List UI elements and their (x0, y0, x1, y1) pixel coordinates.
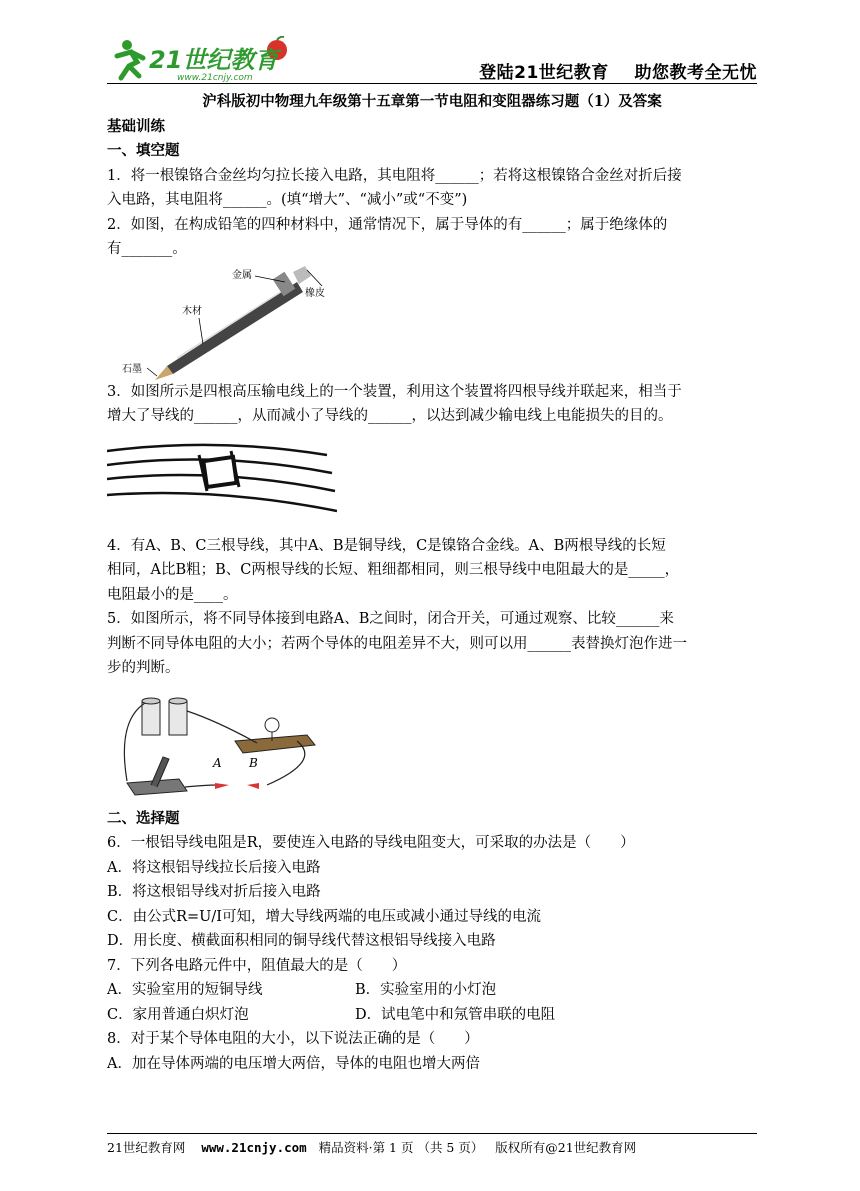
logo-21cnjy (107, 36, 307, 82)
q6-option-b: B．将这根铝导线对折后接入电路 (107, 884, 321, 900)
pencil-figure (107, 262, 757, 380)
slogan-right: 助您教考全无忧 (634, 63, 757, 83)
power-line-figure (107, 429, 757, 534)
footer-divider (107, 1133, 757, 1134)
header-slogan (479, 58, 757, 83)
svg-text:21世纪教育: 21世纪教育 (149, 46, 279, 74)
terminal-b-label: B (249, 755, 258, 770)
section-fill: 一、填空题 (107, 142, 180, 159)
q4-line1: 4．有A、B、C三根导线，其中A、B是铜导线，C是镍铬合金线。A、B两根导线的长短 (107, 537, 666, 554)
footer-copyright: 版权所有@21世纪教育网 (495, 1140, 637, 1155)
document-body (107, 90, 757, 1076)
document-title: 沪科版初中物理九年级第十五章第一节电阻和变阻器练习题（1）及答案 (202, 93, 662, 110)
circuit-figure (107, 681, 757, 807)
q7-option-d: D．试电笔中和氖管串联的电阻 (355, 1006, 556, 1023)
header-divider (107, 83, 757, 84)
q7-options-row2 (107, 1003, 757, 1028)
svg-text:www.21cnjy.com: www.21cnjy.com (177, 73, 253, 82)
q7-stem: 7．下列各电路元件中，阻值最大的是（ ） (107, 957, 407, 974)
q7-options-row1 (107, 978, 757, 1003)
q7-option-c: C．家用普通白炽灯泡 (107, 1006, 249, 1023)
footer-left: 21世纪教育网 (107, 1140, 186, 1155)
q7-option-b: B．实验室用的小灯泡 (355, 982, 497, 998)
page-header (107, 36, 757, 84)
power-line-illustration (107, 429, 337, 529)
q7-option-a: A．实验室用的短铜导线 (107, 982, 263, 998)
q8-stem: 8．对于某个导体电阻的大小，以下说法正确的是（ ） (107, 1031, 479, 1047)
label-eraser: 橡皮 (305, 287, 325, 299)
label-graphite: 石墨 (122, 363, 142, 375)
q3-line2: 增大了导线的______，从而减小了导线的______，以达到减少输电线上电能损失的目的。 (107, 408, 673, 424)
label-metal: 金属 (232, 269, 252, 281)
q4-line3: 电阻最小的是____。 (107, 586, 238, 603)
q2-line1: 2．如图，在构成铅笔的四种材料中，通常情况下，属于导体的有______；属于绝缘体的 (107, 216, 668, 233)
pencil-illustration (107, 262, 347, 380)
q2-line2: 有_______。 (107, 241, 187, 257)
q5-line2: 判断不同导体电阻的大小；若两个导体的电阻差异不大，则可以用______表替换灯泡作进一 (107, 635, 687, 652)
label-wood: 木材 (182, 305, 202, 317)
q6-option-a: A．将这根铝导线拉长后接入电路 (107, 859, 321, 876)
q1-line2: 入电路，其电阻将______。(填“增大”、“减小”或“不变”) (107, 192, 468, 208)
q6-stem: 6．一根铝导线电阻是R，要使连入电路的导线电阻变大，可采取的办法是（ ） (107, 835, 635, 851)
section-basic: 基础训练 (107, 117, 165, 135)
q6-option-c: C．由公式R=U/I可知，增大导线两端的电压或减小通过导线的电流 (107, 908, 541, 925)
q5-line3: 步的判断。 (107, 660, 180, 676)
terminal-a-label: A (213, 755, 222, 770)
q3-line1: 3．如图所示是四根高压输电线上的一个装置，利用这个装置将四根导线并联起来，相当于 (107, 383, 682, 400)
q1-line1: 1．将一根镍铬合金丝均匀拉长接入电路，其电阻将______；若将这根镍铬合金丝对折后接 (107, 167, 682, 184)
section-choice: 二、选择题 (107, 809, 180, 827)
q4-line2: 相同，A比B粗；B、C两根导线的长短、粗细都相同，则三根导线中电阻最大的是_____， (107, 562, 680, 578)
circuit-illustration (107, 681, 337, 801)
slogan-left: 登陆21世纪教育 (479, 63, 609, 83)
q6-option-d: D．用长度、横截面积相同的铜导线代替这根铝导线接入电路 (107, 933, 496, 949)
q5-line1: 5．如图所示，将不同导体接到电路A、B之间时，闭合开关，可通过观察、比较______来 (107, 611, 674, 627)
q8-option-a: A．加在导体两端的电压增大两倍，导体的电阻也增大两倍 (107, 1055, 480, 1072)
footer-site: www.21cnjy.com (201, 1140, 307, 1155)
page-footer (107, 1138, 757, 1156)
footer-page-info: 精品资料·第 1 页 （共 5 页） (318, 1140, 484, 1155)
